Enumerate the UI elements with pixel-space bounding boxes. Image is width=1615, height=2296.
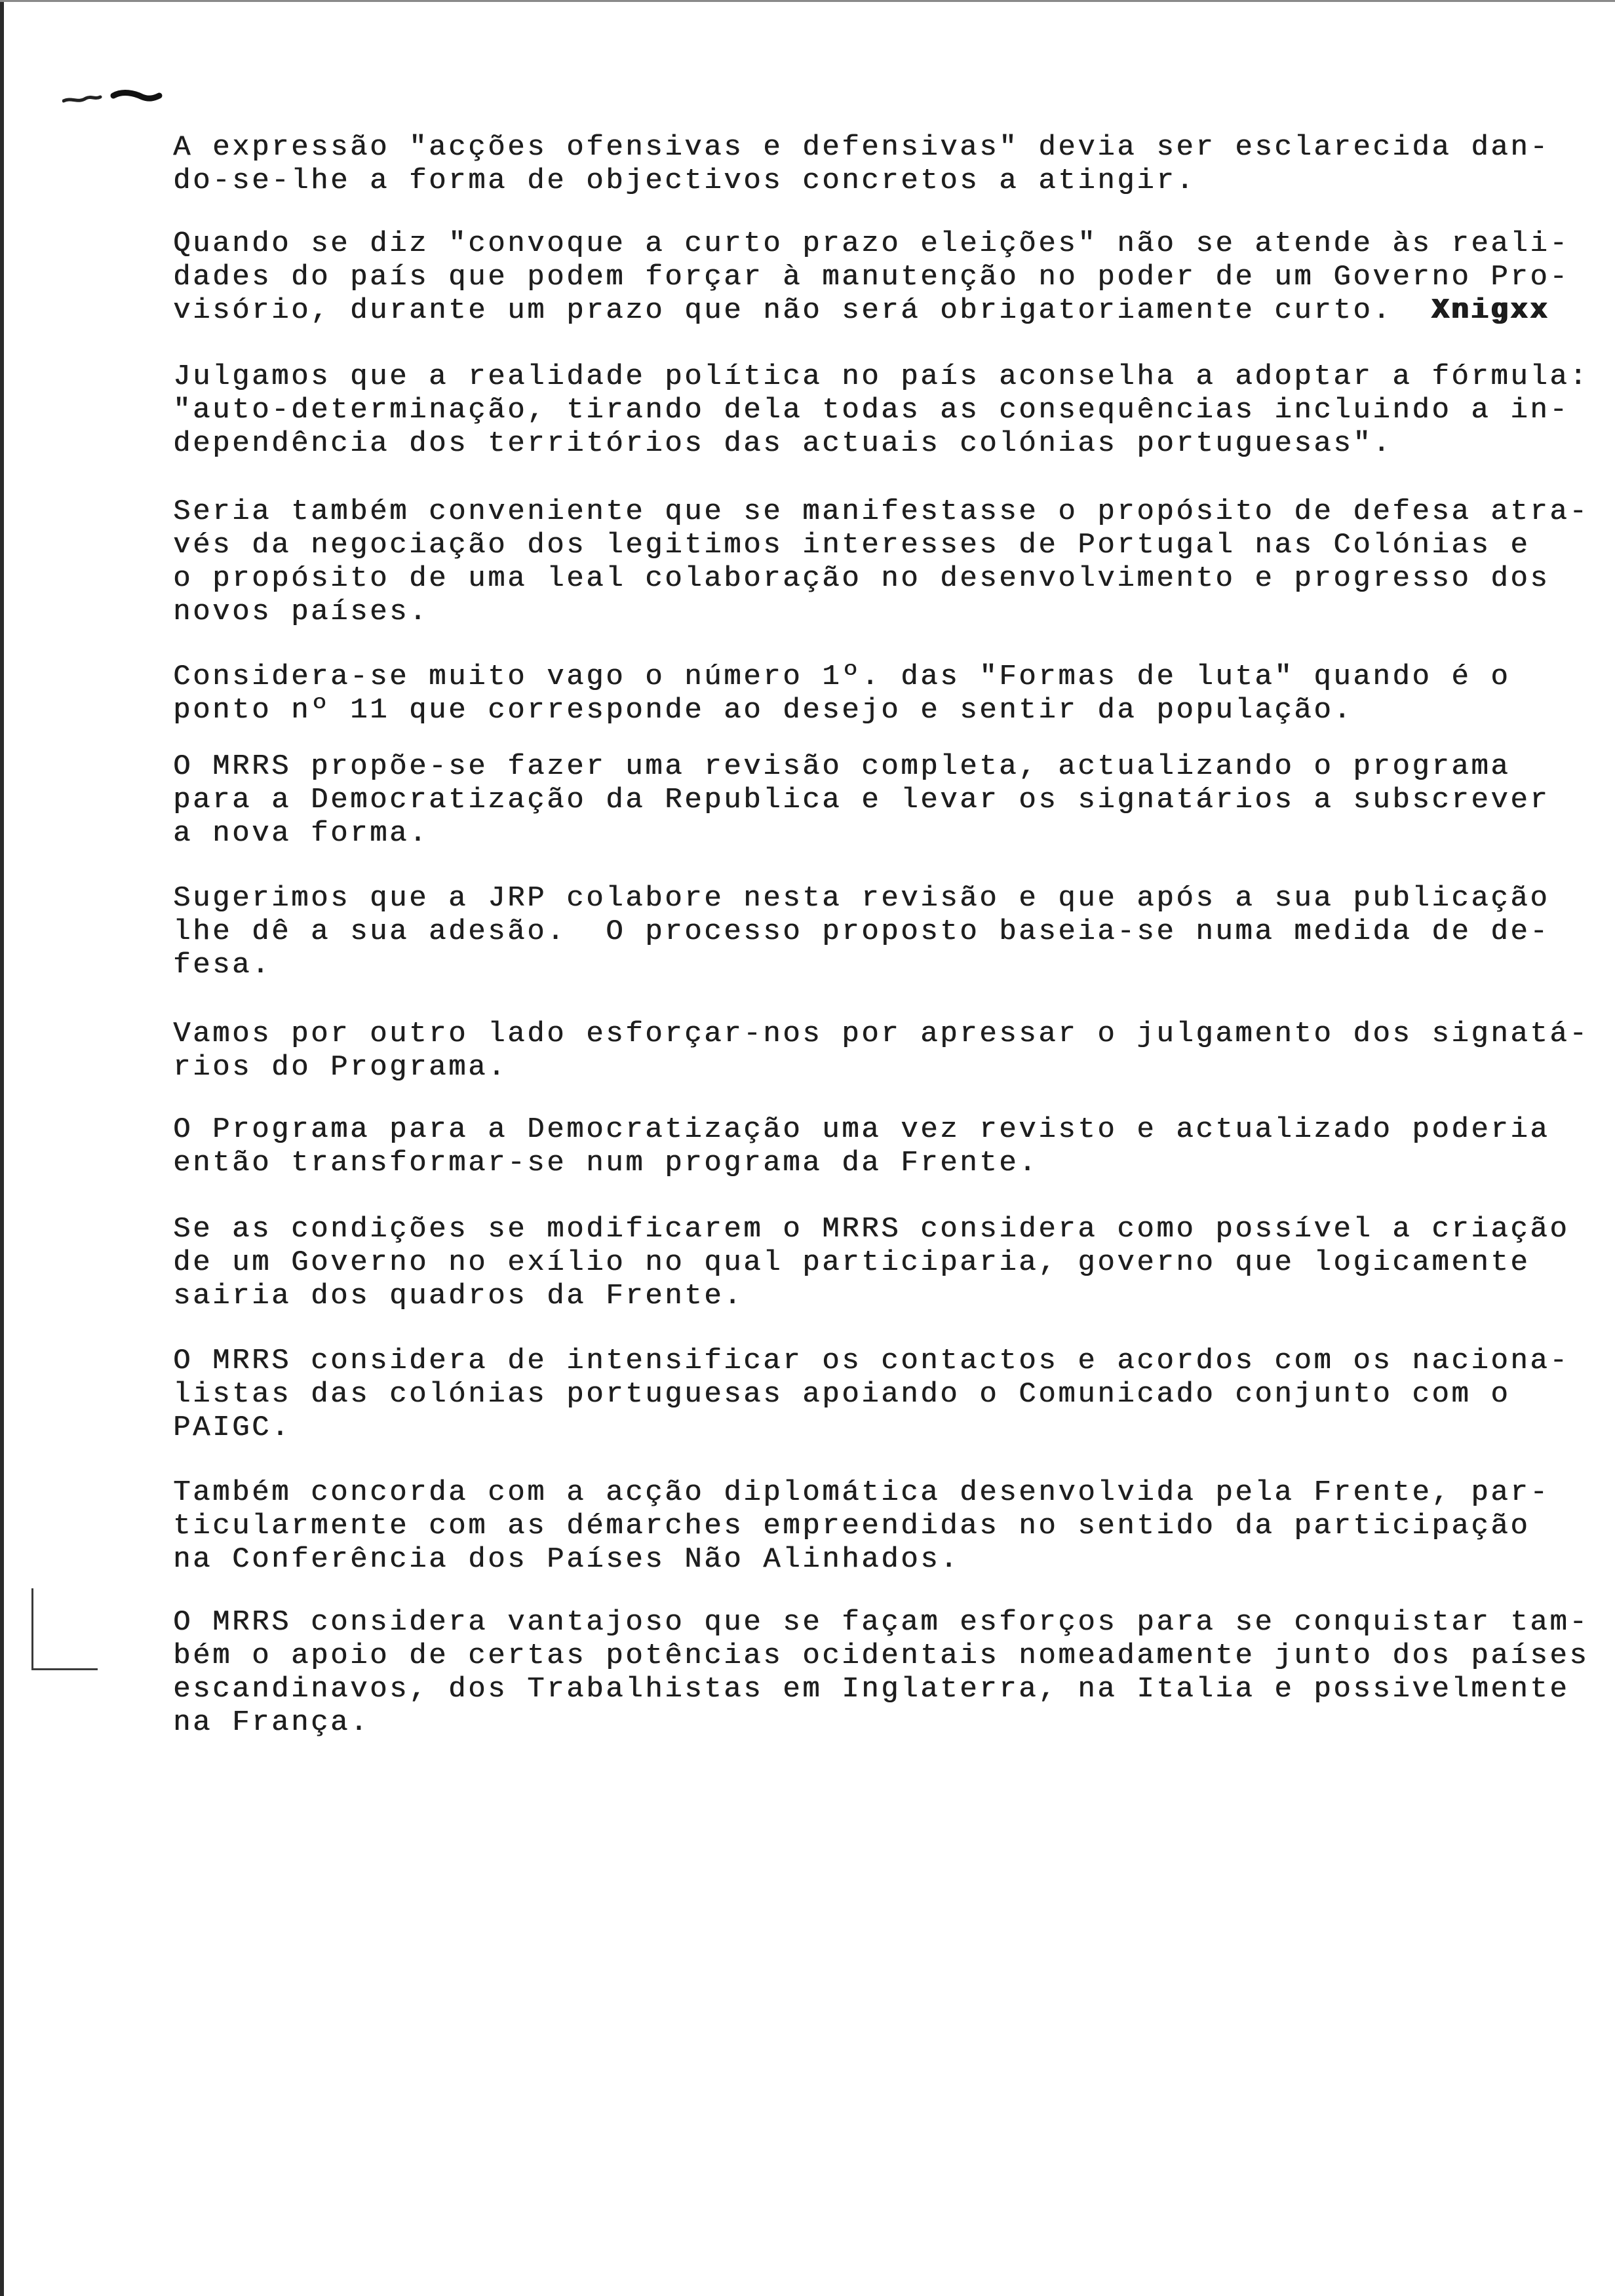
page-left-edge xyxy=(0,0,4,2296)
text-line: na Conferência dos Países Não Alinhados. xyxy=(173,1543,960,1576)
corner-mark xyxy=(31,1588,98,1670)
text-line: o propósito de uma leal colaboração no desenvolvimento e progresso dos xyxy=(173,562,1550,595)
text-line: na França. xyxy=(173,1706,370,1739)
text-line: O MRRS considera vantajoso que se façam esforços para se conquistar tam- xyxy=(173,1606,1589,1639)
text-line: Se as condições se modificarem o MRRS considera como possível a criação xyxy=(173,1213,1570,1246)
handwritten-mark xyxy=(62,84,167,110)
paragraph xyxy=(173,882,1549,982)
text-line: Seria também conveniente que se manifestasse o propósito de defesa atra- xyxy=(173,495,1589,528)
text-line: O MRRS considera de intensificar os contactos e acordos com os naciona- xyxy=(173,1345,1570,1377)
text-line xyxy=(173,294,1569,328)
text-line: vés da negociação dos legitimos interesses de Portugal nas Colónias e xyxy=(173,529,1530,562)
struck-out-word: Xnigxx xyxy=(1431,294,1550,327)
text-line: PAIGC. xyxy=(173,1411,292,1444)
paragraph xyxy=(173,1113,1549,1180)
paragraph xyxy=(173,1213,1569,1313)
paragraph xyxy=(173,1476,1549,1577)
paragraph xyxy=(173,227,1569,328)
paragraph xyxy=(173,1606,1589,1740)
paragraph xyxy=(173,660,1510,727)
paragraph xyxy=(173,131,1549,198)
text-line: Sugerimos que a JRP colabore nesta revisão e que após a sua publicação xyxy=(173,882,1550,915)
paragraph xyxy=(173,1345,1569,1445)
text-line: fesa. xyxy=(173,949,272,982)
text-line: Vamos por outro lado esforçar-nos por apressar o julgamento dos signatá- xyxy=(173,1018,1589,1050)
text-line: A expressão "acções ofensivas e defensivas" devia ser esclarecida dan- xyxy=(173,131,1550,164)
paragraph xyxy=(173,495,1589,629)
text-line: então transformar-se num programa da Frente. xyxy=(173,1147,1039,1179)
text-line: para a Democratização da Republica e levar os signatários a subscrever xyxy=(173,784,1550,816)
paragraph xyxy=(173,750,1549,851)
text-line: listas das colónias portuguesas apoiando o Comunicado conjunto com o xyxy=(173,1378,1511,1411)
text-line: a nova forma. xyxy=(173,817,429,850)
text-line: "auto-determinação, tirando dela todas as consequências incluindo a in- xyxy=(173,394,1570,427)
text-line: novos países. xyxy=(173,596,429,628)
text-line: de um Governo no exílio no qual participaria, governo que logicamente xyxy=(173,1246,1530,1279)
text-line: O MRRS propõe-se fazer uma revisão completa, actualizando o programa xyxy=(173,750,1511,783)
text-line: ponto nº 11 que corresponde ao desejo e sentir da população. xyxy=(173,694,1353,727)
text-line: Quando se diz "convoque a curto prazo eleições" não se atende às reali- xyxy=(173,227,1570,260)
text-line: bém o apoio de certas potências ocidentais nomeadamente junto dos países xyxy=(173,1639,1589,1672)
text-line: do-se-lhe a forma de objectivos concretos a atingir. xyxy=(173,164,1196,197)
text-line: lhe dê a sua adesão. O processo proposto baseia-se numa medida de de- xyxy=(173,915,1550,948)
text-line: escandinavos, dos Trabalhistas em Inglaterra, na Italia e possivelmente xyxy=(173,1673,1570,1706)
text-line: Julgamos que a realidade política no país aconselha a adoptar a fórmula: xyxy=(173,360,1589,393)
text-line: ticularmente com as démarches empreendidas no sentido da participação xyxy=(173,1510,1530,1542)
paragraph xyxy=(173,360,1589,461)
text-line: O Programa para a Democratização uma vez revisto e actualizado poderia xyxy=(173,1113,1550,1146)
text-line: rios do Programa. xyxy=(173,1051,508,1084)
text-line: Considera-se muito vago o número 1º. das "Formas de luta" quando é o xyxy=(173,660,1511,693)
text-line: dependência dos territórios das actuais colónias portuguesas". xyxy=(173,427,1393,460)
text-line: sairia dos quadros da Frente. xyxy=(173,1280,744,1312)
paragraph xyxy=(173,1018,1589,1084)
text-segment: visório, durante um prazo que não será obrigatoriamente curto. xyxy=(173,294,1393,327)
text-line: Também concorda com a acção diplomática desenvolvida pela Frente, par- xyxy=(173,1476,1550,1509)
text-line: dades do país que podem forçar à manutenção no poder de um Governo Pro- xyxy=(173,261,1570,294)
page-top-edge xyxy=(0,0,1615,2)
